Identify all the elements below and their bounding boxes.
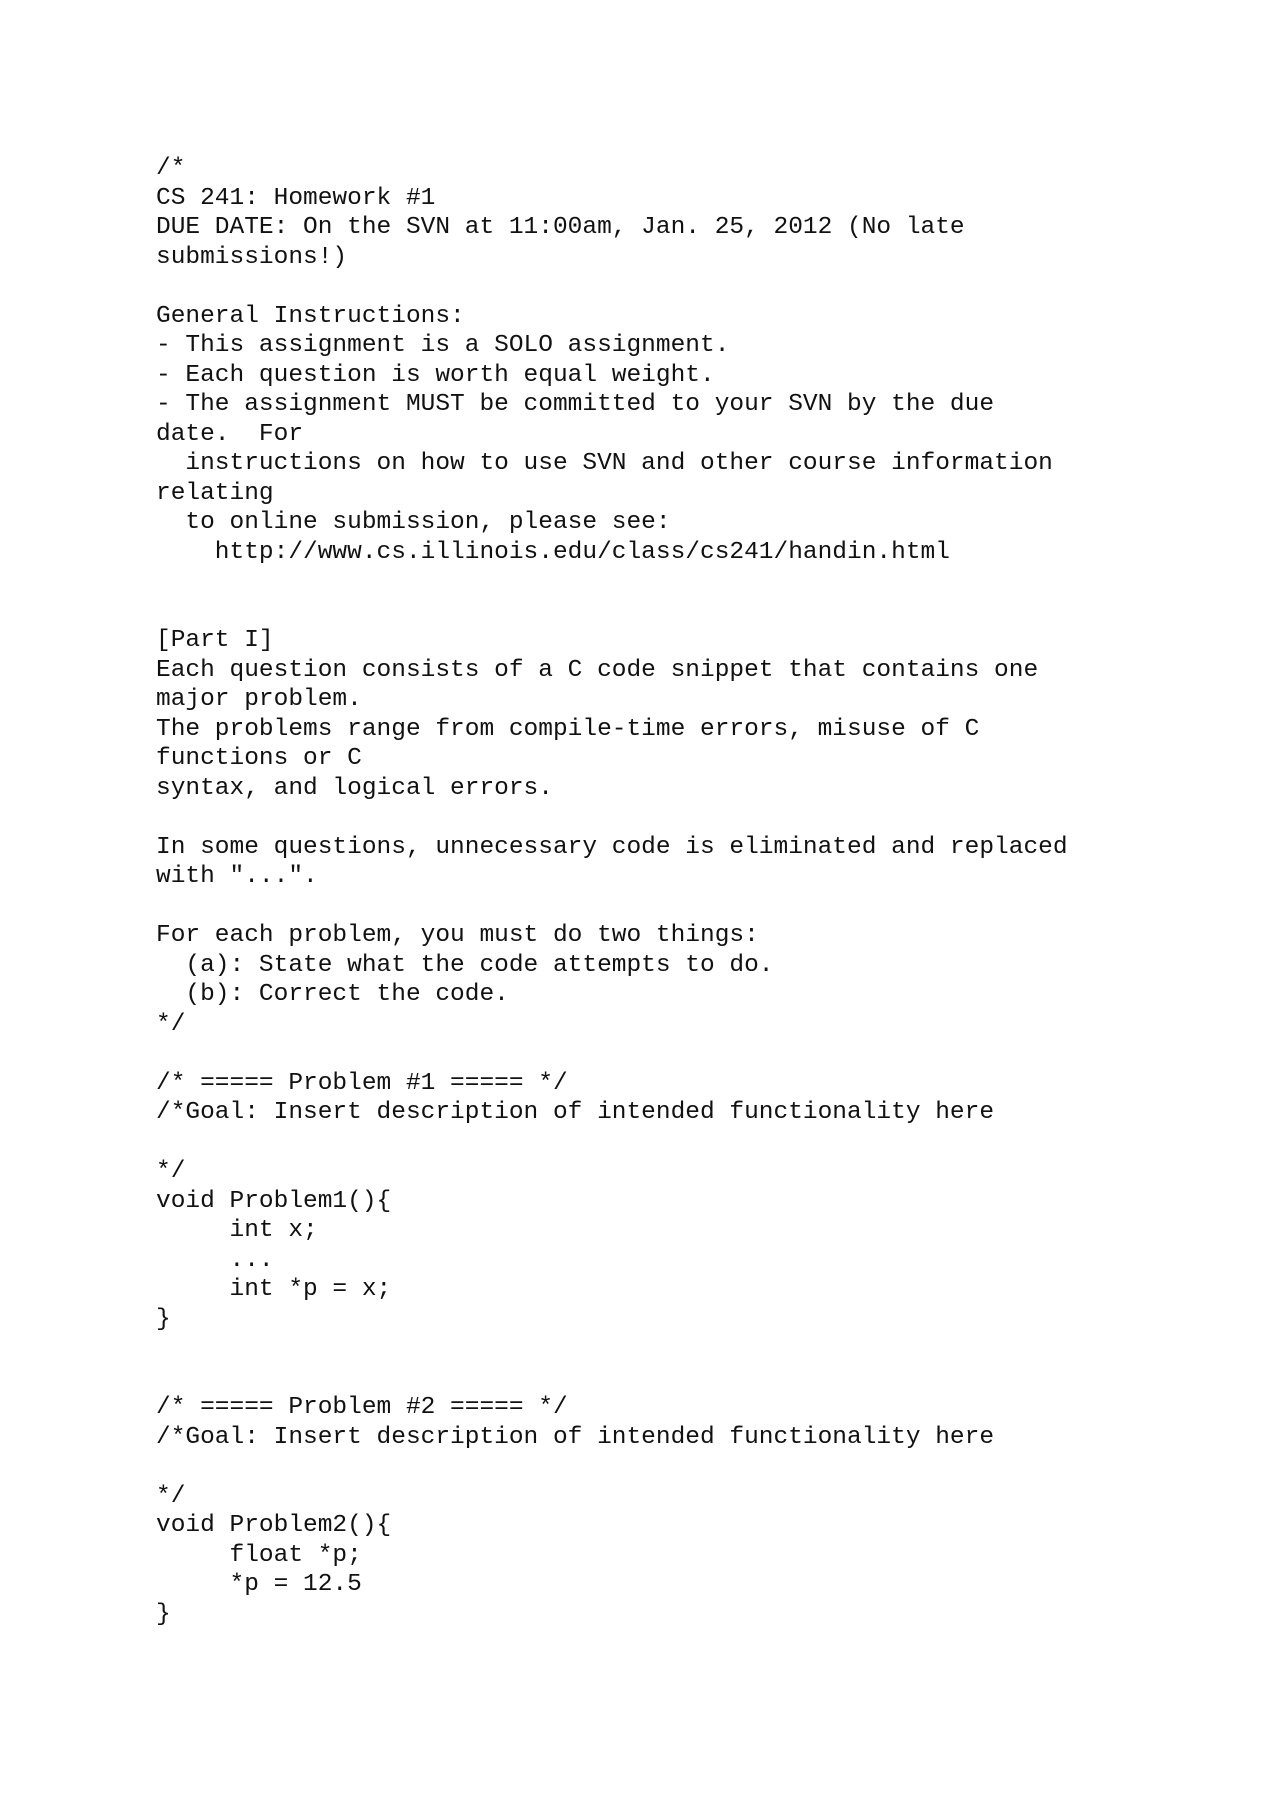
problem-2-goal-close: */: [156, 1482, 186, 1510]
problem-1-code: int *p = x;: [156, 1276, 392, 1303]
blank-line: [156, 803, 1156, 833]
part-description: Each question consists of a C code snippet that contains one: [156, 656, 1039, 684]
task-item: (a): State what the code attempts to do.: [156, 951, 774, 979]
handin-url: http://www.cs.illinois.edu/class/cs241/handin.html: [156, 538, 950, 566]
problem-1-code: void Problem1(){: [156, 1187, 392, 1215]
instruction-item: - The assignment MUST be committed to your SVN by the due: [156, 391, 995, 418]
due-date-line: DUE DATE: On the SVN at 11:00am, Jan. 25, 2012 (No late: [156, 214, 965, 241]
instruction-item-cont: to online submission, please see:: [156, 509, 671, 536]
blank-line: [156, 1128, 1156, 1158]
problem-2-code: float *p;: [156, 1541, 362, 1569]
part-description: with "...".: [156, 863, 318, 890]
blank-line: [156, 1452, 1156, 1482]
problem-2-code: *p = 12.5: [156, 1571, 362, 1598]
instruction-item-cont: date. For: [156, 420, 304, 448]
problem-2-goal: /*Goal: Insert description of intended functionality here: [156, 1423, 995, 1451]
part-description: functions or C: [156, 745, 362, 772]
instruction-item: - Each question is worth equal weight.: [156, 361, 715, 389]
problem-2-heading: /* ===== Problem #2 ===== */: [156, 1394, 568, 1421]
part-description: syntax, and logical errors.: [156, 774, 553, 802]
problem-2-code: void Problem2(){: [156, 1512, 392, 1539]
blank-line: [156, 892, 1156, 922]
problem-1-code: int x;: [156, 1217, 318, 1244]
blank-line: [156, 1039, 1156, 1069]
task-item: (b): Correct the code.: [156, 981, 509, 1008]
instruction-item-cont: instructions on how to use SVN and other course information: [156, 450, 1053, 477]
part-description: major problem.: [156, 686, 362, 713]
comment-close: */: [156, 1010, 186, 1038]
problem-1-code: }: [156, 1305, 171, 1333]
instruction-item-cont: relating: [156, 479, 274, 507]
problem-2-code: }: [156, 1600, 171, 1628]
problem-1-goal: /*Goal: Insert description of intended functionality here: [156, 1099, 995, 1126]
problem-1-code: ...: [156, 1246, 274, 1274]
part-description: The problems range from compile-time errors, misuse of C: [156, 715, 980, 743]
instruction-item: - This assignment is a SOLO assignment.: [156, 332, 730, 359]
comment-open: /*: [156, 155, 186, 182]
part-description: In some questions, unnecessary code is eliminated and replaced: [156, 833, 1068, 861]
task-heading: For each problem, you must do two things:: [156, 922, 759, 949]
problem-1-heading: /* ===== Problem #1 ===== */: [156, 1069, 568, 1097]
blank-line: [156, 597, 1156, 627]
due-date-line-cont: submissions!): [156, 243, 348, 271]
blank-line: [156, 1364, 1156, 1394]
blank-line: [156, 272, 1156, 302]
blank-line: [156, 1334, 1156, 1364]
document-body: [156, 154, 1156, 1629]
part-heading: [Part I]: [156, 627, 274, 654]
blank-line: [156, 567, 1156, 597]
course-title: CS 241: Homework #1: [156, 184, 436, 212]
problem-1-goal-close: */: [156, 1158, 186, 1185]
general-instructions-heading: General Instructions:: [156, 302, 465, 330]
